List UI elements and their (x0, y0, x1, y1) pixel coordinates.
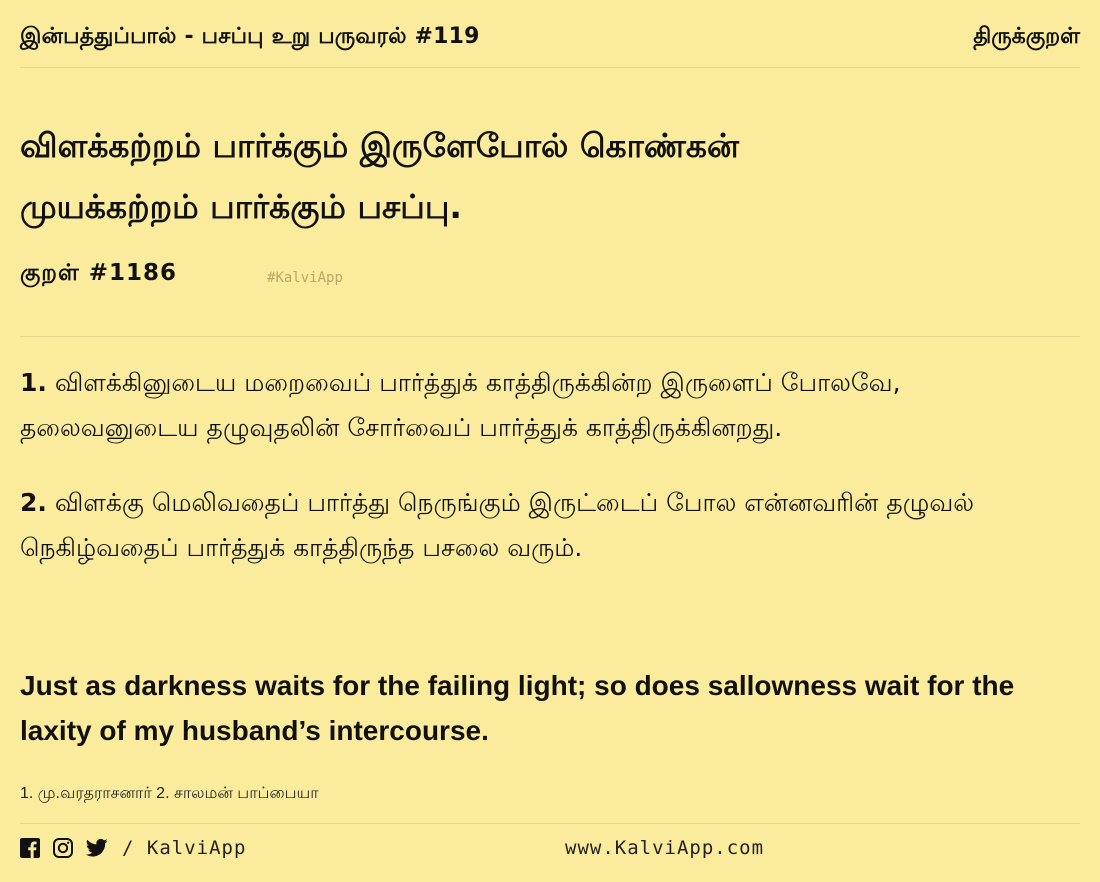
section-title: இன்பத்துப்பால் - பசப்பு உறு பருவரல் #119 (20, 24, 480, 49)
divider (20, 336, 1080, 337)
hashtag: #KalviApp (267, 270, 343, 286)
kural-number: குறள் #1186 (20, 260, 178, 286)
social-handle[interactable]: / KalviApp (122, 836, 247, 859)
english-translation: Just as darkness waits for the failing light; so does sallowness wait for the laxity of my husband’s intercourse. (20, 670, 1015, 746)
twitter-icon[interactable] (86, 838, 108, 858)
kural-line-1: விளக்கற்றம் பார்க்கும் இருளேபோல் கொண்கன் (20, 126, 739, 165)
social-icons (20, 837, 108, 859)
website-link[interactable]: www.KalviApp.com (565, 836, 765, 859)
meaning-text: விளக்கினுடைய மறைவைப் பார்த்துக் காத்திருக்கின்ற இருளைப் போலவே, தலைவனுடைய தழுவுதலின் சோர்வைப் பார்த்துக் காத்திருக்கினறது. (20, 368, 901, 442)
kural-meta (20, 260, 343, 289)
footer (20, 823, 1080, 871)
meaning-2 (20, 480, 1080, 570)
kural-line-2: முயக்கற்றம் பார்க்கும் பசப்பு. (20, 187, 462, 226)
meaning-number: 2. (20, 488, 47, 517)
credits: 1. மு.வரதராசனார் 2. சாலமன் பாப்பையா (20, 785, 319, 802)
book-title: திருக்குறள் (973, 24, 1080, 49)
instagram-icon[interactable] (52, 837, 74, 859)
meanings (20, 360, 1080, 600)
kural-verse (20, 115, 1080, 237)
meaning-1 (20, 360, 1080, 450)
meaning-text: விளக்கு மெலிவதைப் பார்த்து நெருங்கும் இருட்டைப் போல என்னவரின் தழுவல் நெகிழ்வதைப் பார்த்துக் காத்திருந்த பசலை வரும். (20, 488, 975, 562)
header (20, 24, 1080, 68)
facebook-icon[interactable] (20, 838, 40, 858)
meaning-number: 1. (20, 368, 47, 397)
